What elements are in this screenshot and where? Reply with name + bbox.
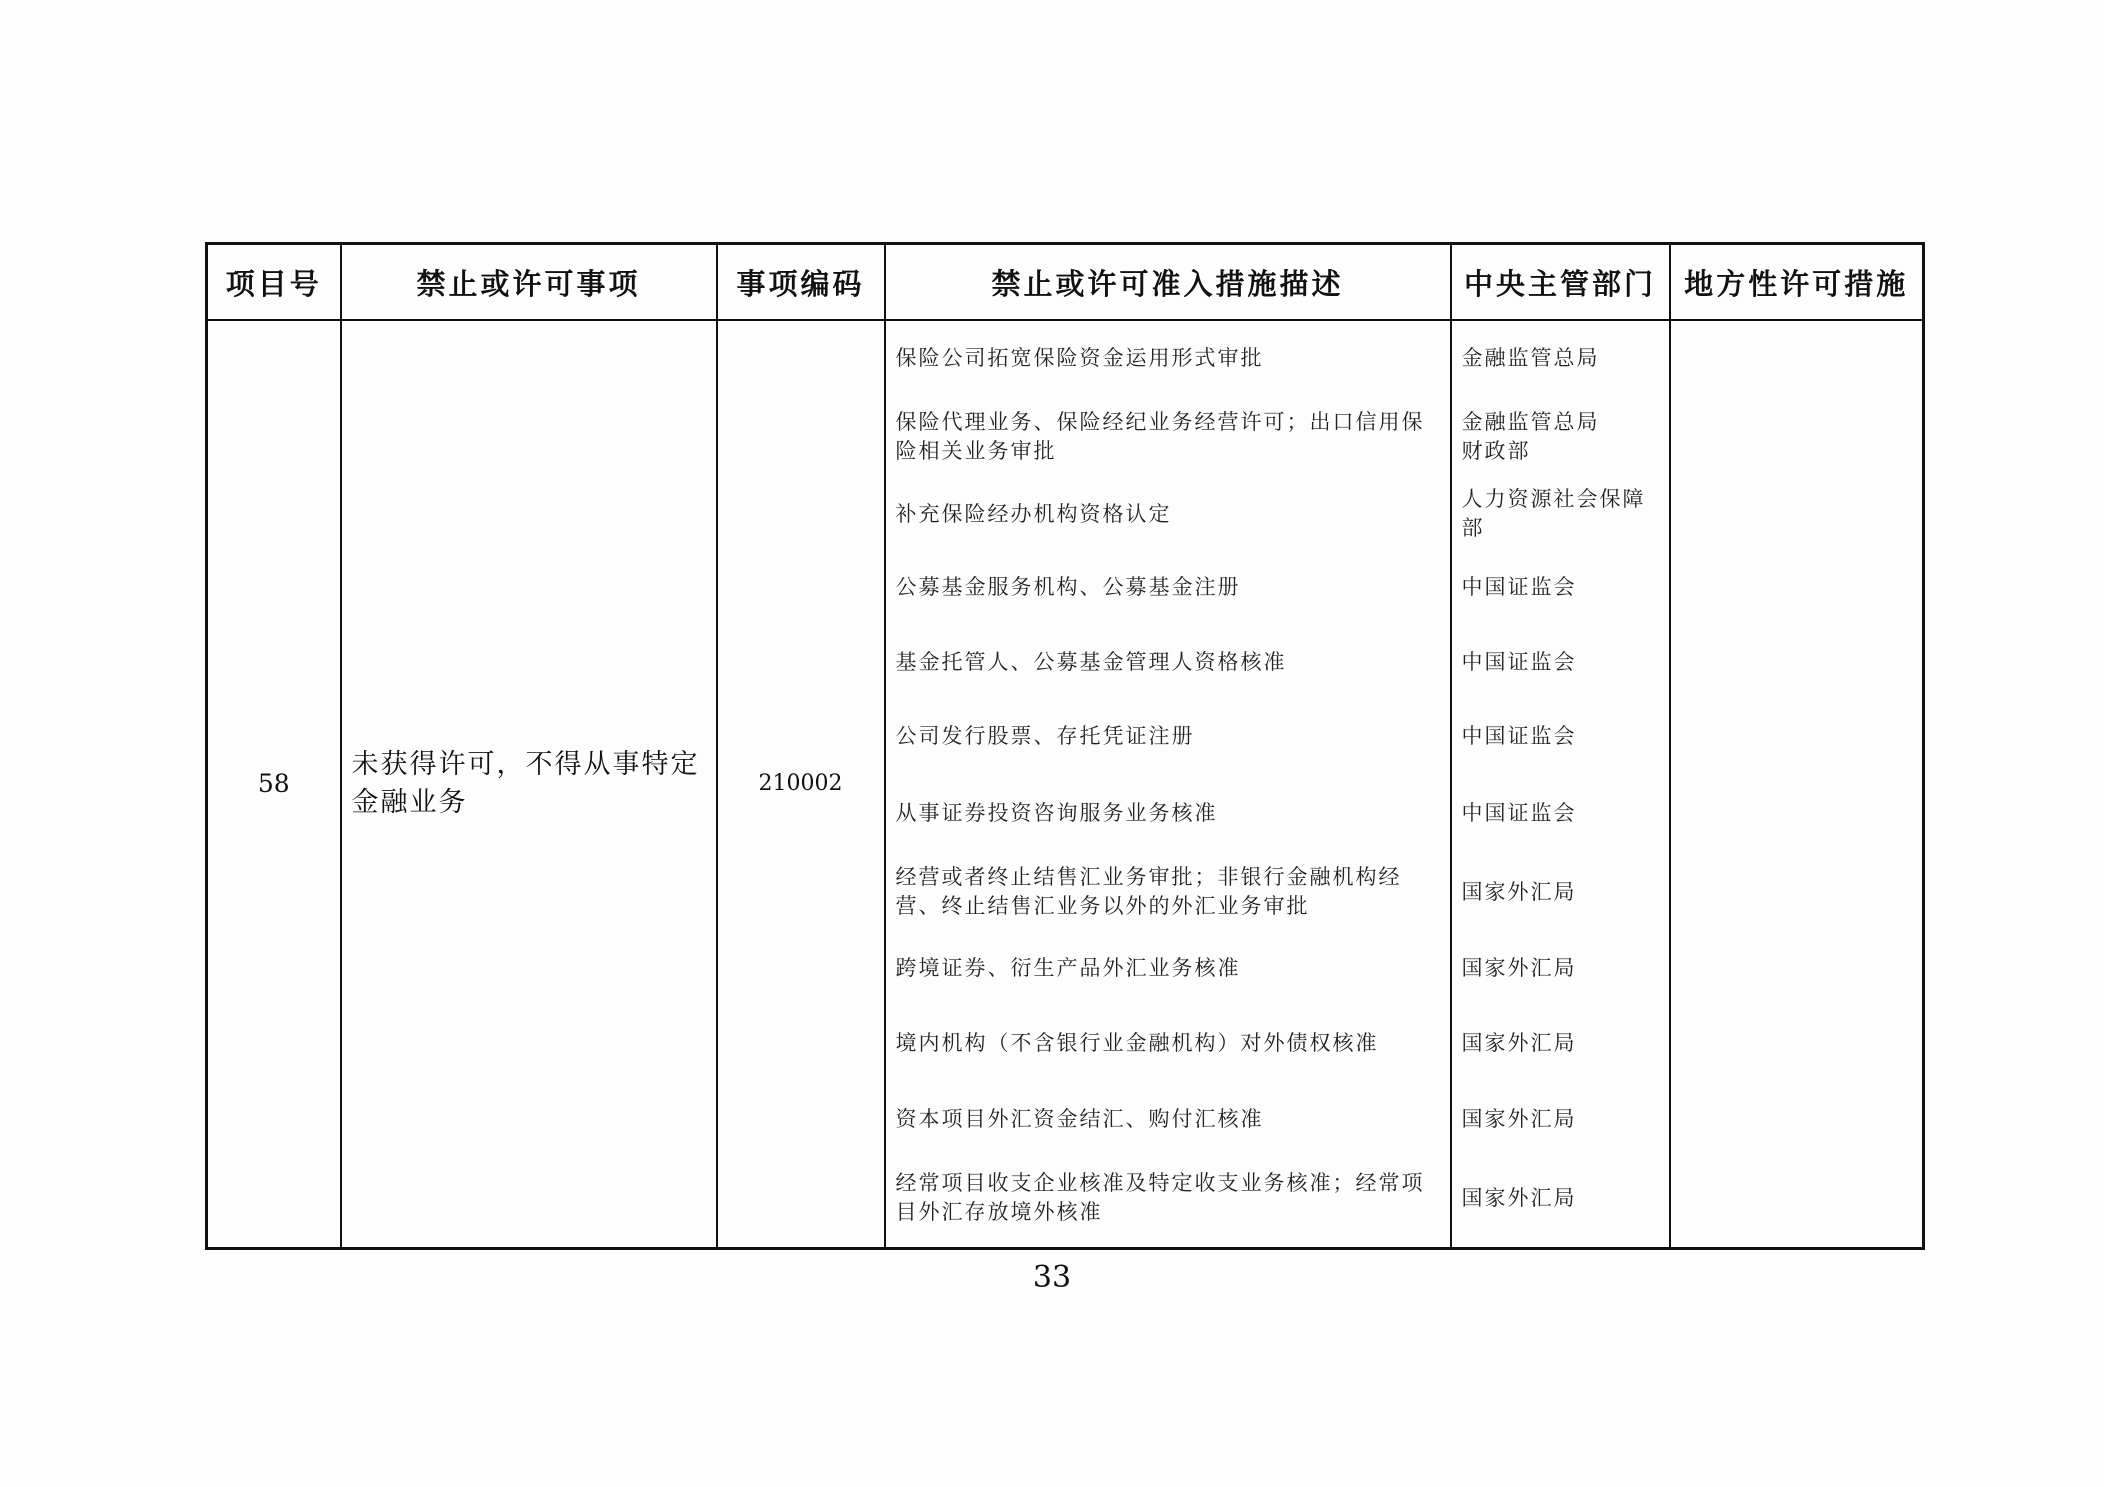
- measure-department: 中国证监会: [1461, 574, 1577, 599]
- description-list: [886, 321, 1450, 1240]
- measure-description: 基金托管人、公募基金管理人资格核准: [895, 649, 1287, 674]
- measure-department: 人力资源社会保障部: [1461, 487, 1646, 540]
- table-row: [207, 320, 1924, 1248]
- measure-description: 保险公司拓宽保险资金运用形式审批: [895, 345, 1264, 370]
- header-item: 禁止或许可事项: [341, 244, 717, 321]
- header-item-no: 项目号: [207, 244, 341, 321]
- header-description: 禁止或许可准入措施描述: [885, 244, 1451, 321]
- measure-description: 经营或者终止结售汇业务审批；非银行金融机构经营、终止结售汇业务以外的外汇业务审批: [895, 865, 1402, 918]
- table-header-row: [207, 244, 1924, 321]
- header-department: 中央主管部门: [1451, 244, 1670, 321]
- page-number: 33: [1032, 1260, 1072, 1295]
- measure-description: 公募基金服务机构、公募基金注册: [895, 574, 1241, 599]
- measure-description: 保险代理业务、保险经纪业务经营许可；出口信用保险相关业务审批: [895, 410, 1425, 463]
- department-list: [1452, 321, 1669, 1240]
- cell-descriptions: [885, 320, 1451, 1248]
- measure-department: 中国证监会: [1461, 724, 1577, 748]
- measure-department: 中国证监会: [1461, 649, 1577, 674]
- header-local-measures: 地方性许可措施: [1670, 244, 1924, 321]
- measure-department: 金融监管总局: [1461, 345, 1600, 370]
- measure-department: 国家外汇局: [1461, 879, 1577, 904]
- cell-local-measures: [1670, 320, 1924, 1248]
- measure-department: 国家外汇局: [1461, 1185, 1577, 1210]
- measure-description: 资本项目外汇资金结汇、购付汇核准: [895, 1106, 1264, 1131]
- measure-description: 跨境证券、衍生产品外汇业务核准: [895, 955, 1241, 980]
- header-code: 事项编码: [717, 244, 885, 321]
- measure-department: 国家外汇局: [1461, 1106, 1577, 1131]
- measure-description: 境内机构（不含银行业金融机构）对外债权核准: [895, 1030, 1379, 1055]
- market-access-table: [205, 242, 1925, 1250]
- cell-departments: [1451, 320, 1670, 1248]
- measure-department: 国家外汇局: [1461, 1030, 1577, 1055]
- measure-description: 从事证券投资咨询服务业务核准: [895, 800, 1218, 825]
- cell-item: 未获得许可，不得从事特定金融业务: [341, 320, 717, 1248]
- measure-department: 金融监管总局 财政部: [1461, 410, 1600, 463]
- cell-item-no: 58: [207, 320, 341, 1248]
- measure-description: 经常项目收支企业核准及特定收支业务核准；经常项目外汇存放境外核准: [895, 1171, 1425, 1224]
- cell-code: 210002: [717, 320, 885, 1248]
- measure-description: 补充保险经办机构资格认定: [895, 501, 1172, 526]
- measure-description: 公司发行股票、存托凭证注册: [895, 724, 1195, 748]
- measure-department: 中国证监会: [1461, 800, 1577, 825]
- measure-department: 国家外汇局: [1461, 955, 1577, 980]
